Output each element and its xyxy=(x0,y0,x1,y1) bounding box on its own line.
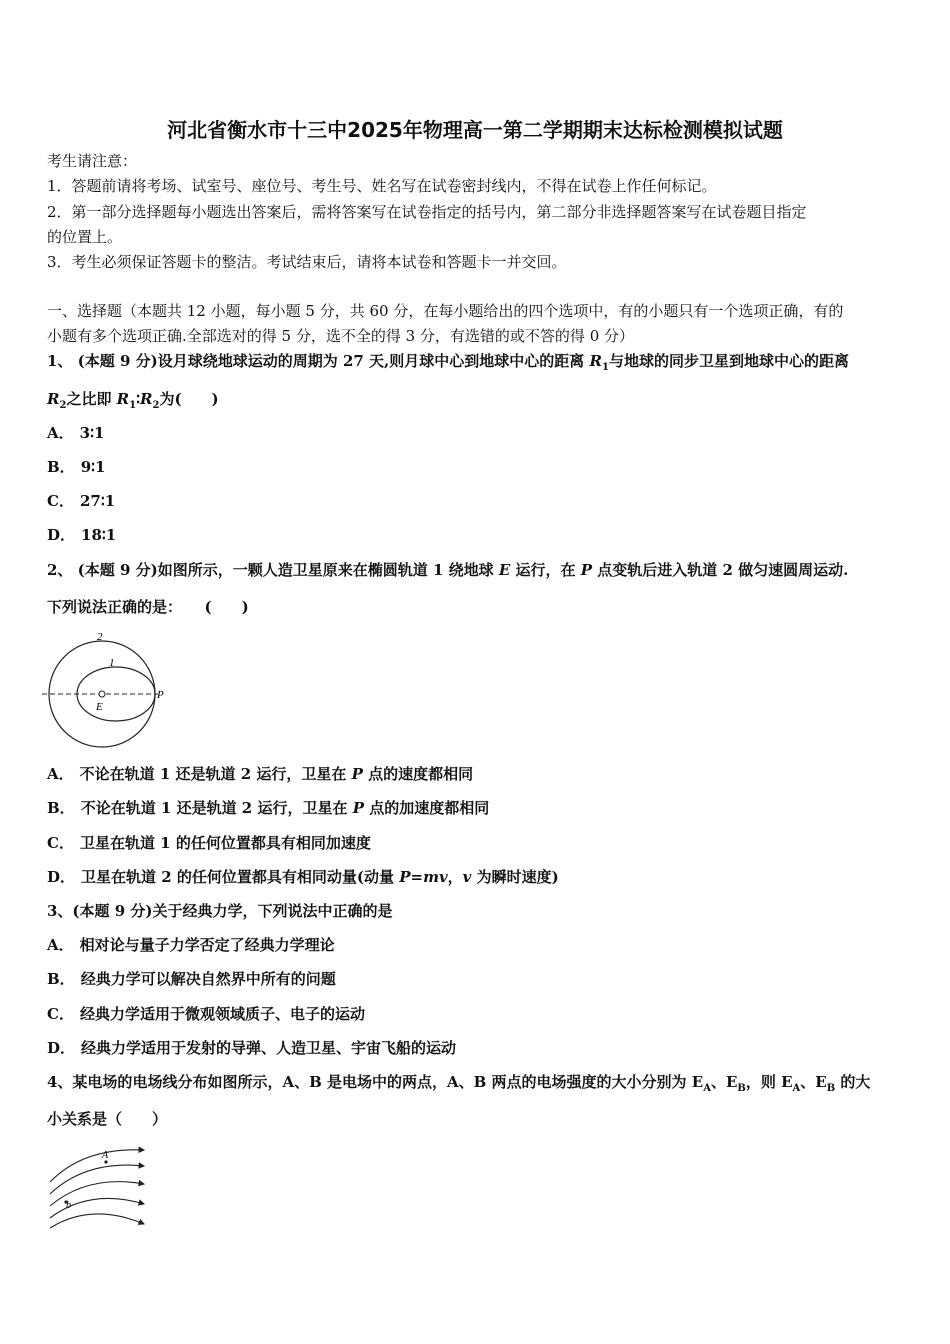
q3-stem: 3、(本题 9 分)关于经典力学，下列说法中正确的是 xyxy=(47,902,393,920)
q2-option-d xyxy=(47,867,559,887)
q4-sep2: 、E xyxy=(800,1073,827,1091)
q2-option-a-italic: P xyxy=(351,765,363,783)
q2-e: E xyxy=(498,561,511,579)
notice-heading: 考生请注意： xyxy=(47,152,138,170)
q2-option-c-text: 卫星在轨道 1 的任何位置都具有相同加速度 xyxy=(79,834,371,852)
q1-r2: R xyxy=(47,390,60,408)
field-line-3 xyxy=(50,1182,144,1206)
section-heading-line2: 小题有多个选项正确.全部选对的得 5 分，选不全的得 3 分，有选错的或不答的得 0 分） xyxy=(47,327,635,345)
q1-r1-sub: 1 xyxy=(601,362,609,373)
q1-option-d-letter: D． xyxy=(47,526,76,544)
q3-option-a-letter: A． xyxy=(47,936,74,954)
page-title: 河北省衡水市十三中2025年物理高一第二学期期末达标检测模拟试题 xyxy=(167,118,783,142)
orbit-1-label: 1 xyxy=(109,657,115,669)
notice-item-2-cont: 的位置上。 xyxy=(47,228,123,246)
field-line-5 xyxy=(50,1214,144,1228)
q3-option-c-text: 经典力学适用于微观领域质子、电子的运动 xyxy=(79,1005,365,1023)
field-line-1 xyxy=(50,1150,144,1182)
q1-option-c-letter: C． xyxy=(47,492,74,510)
q2-stem-line2: 下列说法正确的是： ( ) xyxy=(47,598,249,616)
q1-ratio-r1: R xyxy=(116,390,130,408)
q1-option-d xyxy=(47,525,116,545)
orbit-2-label: 2 xyxy=(97,631,103,643)
q2-stem-a: 2、 (本题 9 分)如图所示，一颗人造卫星原来在椭圆轨道 1 绕地球 xyxy=(47,561,499,579)
q2-option-a xyxy=(47,764,473,784)
q1-stem-line2 xyxy=(47,389,219,416)
q1-option-c-text: 27∶1 xyxy=(79,492,116,510)
q2-option-a-text2: 点的速度都相同 xyxy=(362,765,474,783)
field-line-4 xyxy=(50,1198,144,1218)
q1-option-b xyxy=(47,457,105,477)
q1-option-d-text: 18∶1 xyxy=(81,526,117,544)
q2-option-d-text2: ， xyxy=(447,868,463,886)
q3-option-d-letter: D． xyxy=(47,1039,76,1057)
q2-option-b-text: 不论在轨道 1 还是轨道 2 运行，卫星在 xyxy=(80,799,353,817)
q1-option-b-text: 9∶1 xyxy=(80,458,106,476)
q1-stem-b: 与地球的同步卫星到地球中心的距离 xyxy=(608,352,849,370)
q1-ratio-r2-sub: 2 xyxy=(152,400,160,411)
q3-option-d-text: 经典力学适用于发射的导弹、人造卫星、宇宙飞船的运动 xyxy=(81,1039,457,1057)
q2-p: P xyxy=(580,561,593,579)
q4-stem-line1 xyxy=(47,1072,870,1099)
point-a-label: A xyxy=(102,1150,109,1161)
q4-sub-b2: B xyxy=(826,1083,836,1094)
q3-option-a xyxy=(47,935,335,955)
orbit-diagram xyxy=(40,628,180,753)
q4-sep1: 、E xyxy=(710,1073,738,1091)
q2-option-c xyxy=(47,833,371,853)
q2-option-b xyxy=(47,798,489,818)
q1-option-c xyxy=(47,491,115,511)
q3-option-b-text: 经典力学可以解决自然界中所有的问题 xyxy=(80,970,336,988)
q2-option-d-text: 卫星在轨道 2 的任何位置都具有相同动量(动量 xyxy=(81,868,400,886)
q1-ratio-sep: ∶ xyxy=(136,390,141,408)
notice-item-2: 2．第一部分选择题每小题选出答案后，需将答案写在试卷指定的括号内，第二部分非选择题答案写在试卷题目指定 xyxy=(47,203,807,221)
q1-ratio-r2: R xyxy=(140,390,153,408)
q2-option-d-text3: 为瞬时速度) xyxy=(471,868,559,886)
q3-option-c xyxy=(47,1004,365,1024)
q2-option-d-italic: P=mv xyxy=(399,868,448,886)
q2-option-d-italic2: v xyxy=(462,868,472,886)
q2-stem-line1 xyxy=(47,560,848,580)
q1-stem-d: 为( ) xyxy=(159,390,219,408)
q1-option-a xyxy=(47,423,104,443)
q1-stem-c: 之比即 xyxy=(66,390,117,408)
q2-option-a-text: 不论在轨道 1 还是轨道 2 运行，卫星在 xyxy=(79,765,352,783)
q1-stem-a: 1、 (本题 9 分)设月球绕地球运动的周期为 27 天,则月球中心到地球中心的距离 xyxy=(47,352,590,370)
notice-item-3: 3．考生必须保证答题卡的整洁。考试结束后，请将本试卷和答题卡一并交回。 xyxy=(47,253,567,271)
q4-stem-a: 4、某电场的电场线分布如图所示，A、B 是电场中的两点，A、B 两点的电场强度的大小分别为 E xyxy=(47,1073,704,1091)
point-b-label: b xyxy=(66,1200,71,1211)
q2-option-b-italic: P xyxy=(352,799,364,817)
earth-dot xyxy=(99,691,105,697)
q3-option-c-letter: C． xyxy=(47,1005,74,1023)
q3-option-a-text: 相对论与量子力学否定了经典力学理论 xyxy=(79,936,335,954)
q2-option-b-text2: 点的加速度都相同 xyxy=(363,799,490,817)
notice-item-1: 1．答题前请将考场、试室号、座位号、考生号、姓名写在试卷密封线内，不得在试卷上作任何标记。 xyxy=(47,177,717,195)
q1-ratio-r1-sub: 1 xyxy=(129,400,137,411)
q1-option-a-letter: A． xyxy=(47,424,74,442)
q2-stem-c: 点变轨后进入轨道 2 做匀速圆周运动. xyxy=(592,561,849,579)
q4-stem-line2: 小关系是（ ） xyxy=(47,1110,168,1128)
q4-sub-a2: A xyxy=(792,1083,801,1094)
q1-r1: R xyxy=(589,352,602,370)
q2-option-a-letter: A． xyxy=(47,765,74,783)
q1-option-b-letter: B． xyxy=(47,458,75,476)
q2-option-c-letter: C． xyxy=(47,834,74,852)
q4-stem-b: ，则 E xyxy=(745,1073,793,1091)
q2-stem-b: 运行，在 xyxy=(510,561,581,579)
q4-sub-b1: B xyxy=(737,1083,746,1094)
point-p-label: P xyxy=(157,689,164,701)
earth-label: E xyxy=(96,701,103,713)
section-heading-line1: 一、选择题（本题共 12 小题，每小题 5 分，共 60 分，在每小题给出的四个选项中，有的小题只有一个选项正确，有的 xyxy=(47,302,844,320)
q4-sub-a1: A xyxy=(703,1083,711,1094)
q4-stem-c: 的大 xyxy=(835,1073,871,1091)
q1-r2-sub: 2 xyxy=(59,400,67,411)
field-lines-diagram xyxy=(44,1142,154,1232)
q3-option-d xyxy=(47,1038,456,1058)
q1-stem-line1 xyxy=(47,351,849,378)
q3-option-b-letter: B． xyxy=(47,970,75,988)
q3-option-b xyxy=(47,969,336,989)
q2-option-b-letter: B． xyxy=(47,799,75,817)
q1-option-a-text: 3∶1 xyxy=(79,424,105,442)
q2-option-d-letter: D． xyxy=(47,868,76,886)
